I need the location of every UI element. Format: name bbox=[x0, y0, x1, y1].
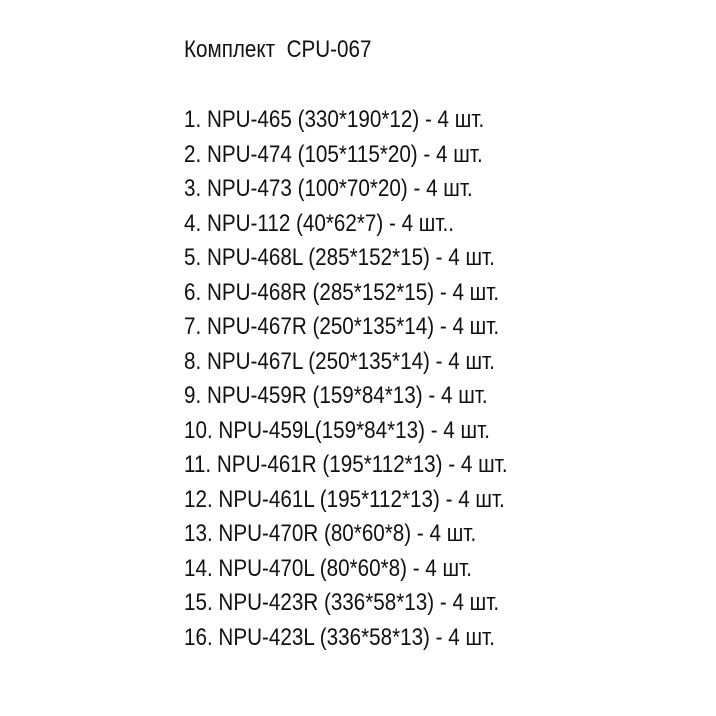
parts-list bbox=[184, 103, 716, 655]
document bbox=[184, 33, 716, 655]
list-item: 12. NPU-461L (195*112*13) - 4 шт. bbox=[184, 485, 505, 513]
list-item: 9. NPU-459R (159*84*13) - 4 шт. bbox=[184, 382, 488, 409]
list-item: 8. NPU-467L (250*135*14) - 4 шт. bbox=[184, 347, 495, 375]
list-item: 10. NPU-459L(159*84*13) - 4 шт. bbox=[184, 416, 490, 444]
list-item: 2. NPU-474 (105*115*20) - 4 шт. bbox=[184, 140, 483, 168]
list-item: 1. NPU-465 (330*190*12) - 4 шт. bbox=[184, 106, 485, 133]
list-item: 7. NPU-467R (250*135*14) - 4 шт. bbox=[184, 313, 500, 340]
list-item: 3. NPU-473 (100*70*20) - 4 шт. bbox=[184, 175, 473, 202]
list-item: 13. NPU-470R (80*60*8) - 4 шт. bbox=[184, 520, 477, 547]
list-item: 5. NPU-468L (285*152*15) - 4 шт. bbox=[184, 244, 495, 271]
list-item: 15. NPU-423R (336*58*13) - 4 шт. bbox=[184, 589, 500, 616]
list-item: 16. NPU-423L (336*58*13) - 4 шт. bbox=[184, 623, 495, 651]
list-item: 4. NPU-112 (40*62*7) - 4 шт.. bbox=[184, 209, 454, 237]
list-item: 14. NPU-470L (80*60*8) - 4 шт. bbox=[184, 554, 472, 582]
list-item: 6. NPU-468R (285*152*15) - 4 шт. bbox=[184, 278, 500, 306]
list-item: 11. NPU-461R (195*112*13) - 4 шт. bbox=[184, 451, 508, 478]
document-title: Комплект CPU-067 bbox=[184, 36, 372, 63]
